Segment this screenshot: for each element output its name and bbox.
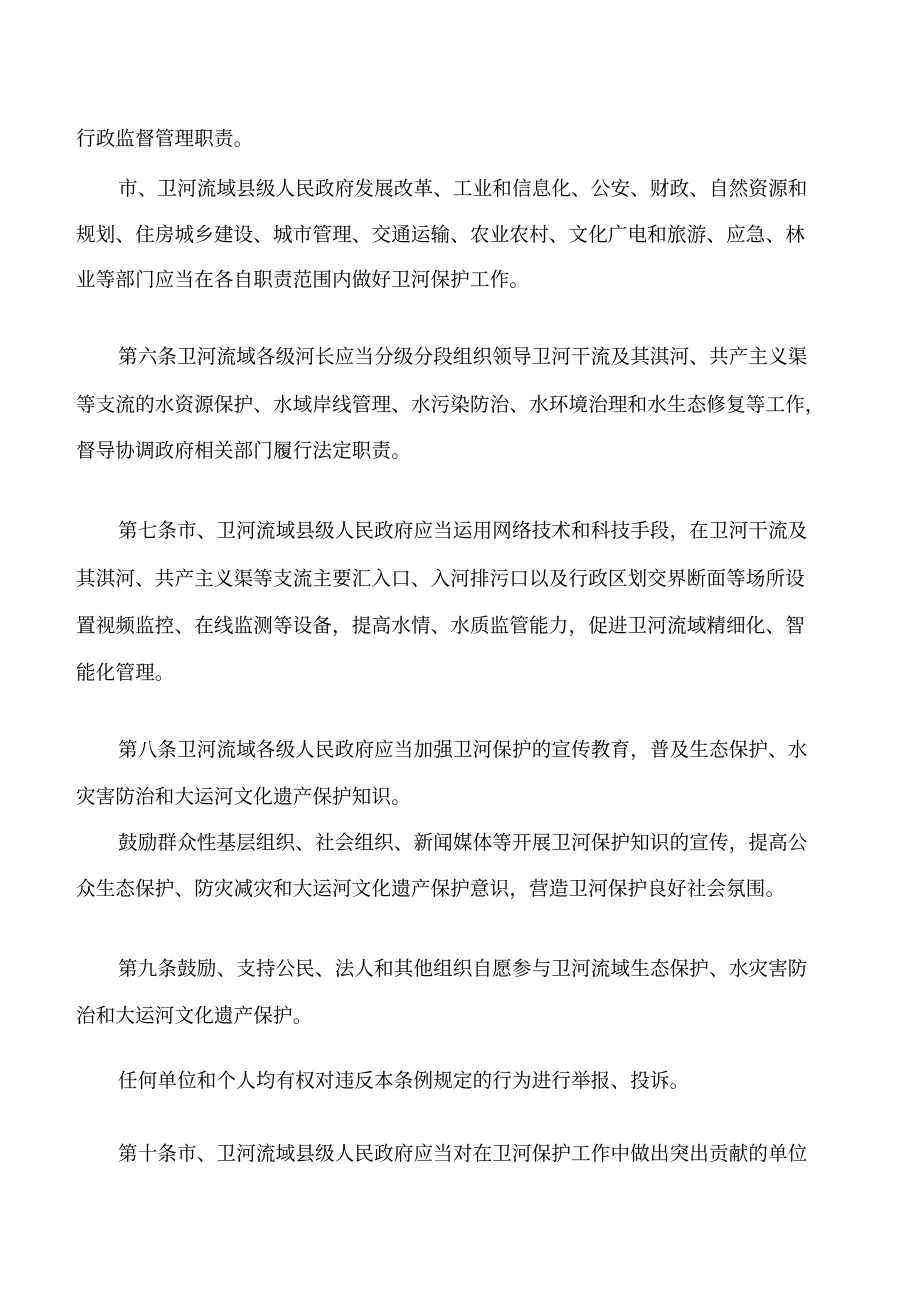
text-line: 行政监督管理职责。 [76,127,254,150]
text-line: 众生态保护、防灾减灾和大运河文化遗产保护意识，营造卫河保护良好社会氛围。 [76,877,786,900]
text-line: 灾害防治和大运河文化遗产保护知识。 [76,785,411,808]
text-line: 第十条市、卫河流域县级人民政府应当对在卫河保护工作中做出突出贡献的单位 [118,1142,808,1165]
text-line: 治和大运河文化遗产保护。 [76,1004,313,1027]
text-line: 能化管理。 [76,661,175,684]
text-line: 督导协调政府相关部门履行法定职责。 [76,439,411,462]
text-line: 规划、住房城乡建设、城市管理、交通运输、农业农村、文化广电和旅游、应急、林 [76,223,805,246]
text-line: 第七条市、卫河流域县级人民政府应当运用网络技术和科技手段，在卫河干流及 [118,519,808,542]
text-line: 第九条鼓励、支持公民、法人和其他组织自愿参与卫河流域生态保护、水灾害防 [118,957,808,980]
text-line: 第六条卫河流域各级河长应当分级分段组织领导卫河干流及其淇河、共产主义渠 [118,345,808,368]
text-line: 任何单位和个人均有权对违反本条例规定的行为进行举报、投诉。 [118,1069,690,1092]
text-line: 市、卫河流域县级人民政府发展改革、工业和信息化、公安、财政、自然资源和 [118,177,808,200]
text-line: 鼓励群众性基层组织、社会组织、新闻媒体等开展卫河保护知识的宣传，提高公 [118,831,808,854]
text-line: 其淇河、共产主义渠等支流主要汇入口、入河排污口以及行政区划交界断面等场所设 [76,567,805,590]
text-line: 第八条卫河流域各级人民政府应当加强卫河保护的宣传教育，普及生态保护、水 [118,738,808,761]
text-line: 置视频监控、在线监测等设备，提高水情、水质监管能力，促进卫河流域精细化、智 [76,614,805,637]
text-line: 等支流的水资源保护、水域岸线管理、水污染防治、水环境治理和水生态修复等工作， [76,393,825,416]
text-line: 业等部门应当在各自职责范围内做好卫河保护工作。 [76,268,530,291]
